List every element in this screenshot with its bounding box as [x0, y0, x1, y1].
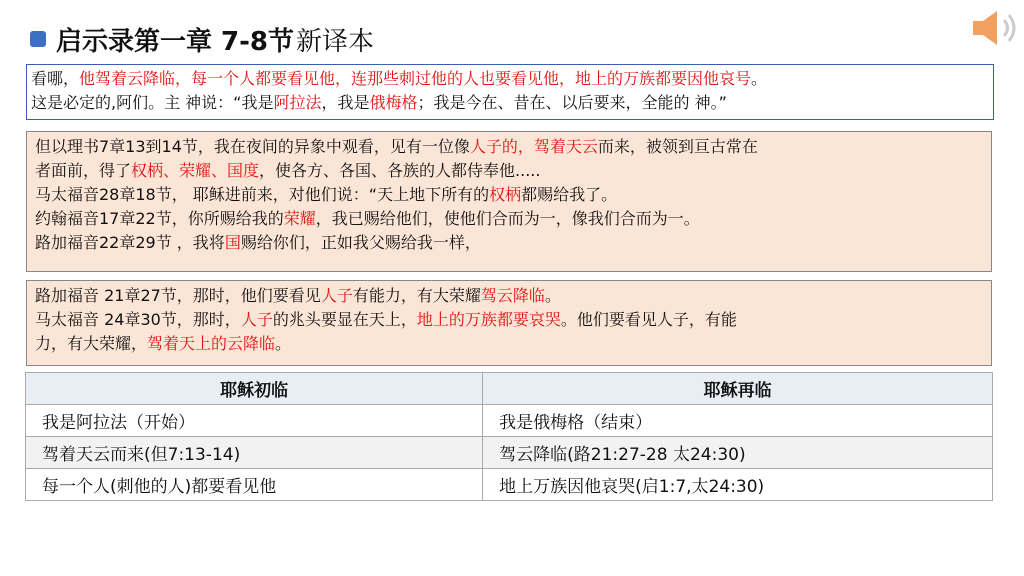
- verse-line: [35, 284, 983, 308]
- table-row: [26, 469, 993, 501]
- second-coming-references-box: [26, 280, 992, 366]
- table-cell: 地上万族因他哀哭(启1:7,太24:30): [483, 469, 993, 501]
- highlight-text: 地上的万族都要哀哭: [416, 310, 561, 329]
- text-segment: ，我已赐给他们，使他们合而为一，像我们合而为一。: [315, 209, 700, 228]
- table-cell: 驾着天云而来(但7:13-14): [26, 437, 483, 469]
- highlight-text: 阿拉法: [273, 93, 322, 112]
- highlight-text: 驾云降临: [480, 286, 545, 305]
- text-segment: 但以理书7章13到14节，我在夜间的异象中观看，见有一位像: [35, 137, 470, 156]
- header-second-coming: 耶稣再临: [483, 373, 993, 405]
- text-segment: 。: [275, 334, 292, 353]
- verse-line: [35, 308, 983, 332]
- revelation-verse-box: [26, 64, 994, 120]
- verse-line: [35, 207, 983, 231]
- title-suffix: 新译本: [296, 26, 375, 57]
- text-segment: 路加福音 21章27节，那时，他们要看见: [35, 286, 321, 305]
- highlight-text: 国: [224, 233, 241, 252]
- highlight-text: 他驾着云降临，每一个人都要看见他，连那些刺过他的人也要看见他，地上的万族都要因他哀号: [79, 69, 752, 88]
- text-segment: 马太福音 24章30节，那时，: [35, 310, 241, 329]
- speaker-icon[interactable]: [968, 6, 1020, 50]
- text-segment: 。: [751, 69, 768, 88]
- table-cell: 驾云降临(路21:27-28 太24:30): [483, 437, 993, 469]
- text-segment: 赐给你们，正如我父赐给我一样，: [240, 233, 481, 252]
- header-first-coming: 耶稣初临: [26, 373, 483, 405]
- verse-line: [35, 231, 983, 255]
- text-segment: 有能力，有大荣耀: [352, 286, 481, 305]
- text-segment: 这是必定的,阿们。主 神说：“我是: [31, 93, 274, 112]
- text-segment: 看哪，: [31, 69, 80, 88]
- slide-title: [30, 22, 374, 56]
- text-segment: 路加福音22章29节 ，我将: [35, 233, 225, 252]
- verse-line: [35, 159, 983, 183]
- highlight-text: 人子: [320, 286, 353, 305]
- verse-line: [35, 332, 983, 356]
- text-segment: 力，有大荣耀，: [35, 334, 148, 353]
- text-segment: 都赐给我了。: [521, 185, 618, 204]
- highlight-text: 荣耀: [283, 209, 316, 228]
- highlight-text: 人子的，驾着天云: [469, 137, 598, 156]
- text-segment: 约翰福音17章22节，你所赐给我的: [35, 209, 284, 228]
- title-bullet-icon: [30, 31, 46, 47]
- text-segment: ；我是今在、昔在、以后要来，全能的 神。”: [417, 93, 727, 112]
- text-segment: 。他们要看见人子，有能: [560, 310, 737, 329]
- text-segment: ，使各方、各国、各族的人都侍奉他.....: [259, 161, 541, 180]
- text-segment: 者面前，得了: [35, 161, 132, 180]
- table-row: [26, 437, 993, 469]
- table-row: [26, 405, 993, 437]
- table-cell: 每一个人(刺他的人)都要看见他: [26, 469, 483, 501]
- highlight-text: 权柄、荣耀、国度: [131, 161, 260, 180]
- title-main: 启示录第一章 7-8节: [56, 26, 295, 57]
- highlight-text: 人子: [240, 310, 273, 329]
- highlight-text: 驾着天上的云降临: [147, 334, 276, 353]
- highlight-text: 权柄: [489, 185, 522, 204]
- comparison-table: [25, 372, 993, 501]
- verse-line: [31, 67, 989, 91]
- text-segment: 的兆头要显在天上，: [272, 310, 417, 329]
- table-header-row: [26, 373, 993, 405]
- verse-line: [31, 91, 989, 115]
- text-segment: 马太福音28章18节， 耶稣进前来，对他们说：“天上地下所有的: [35, 185, 490, 204]
- table-cell: 我是俄梅格（结束）: [483, 405, 993, 437]
- text-segment: 而来，被领到亘古常在: [597, 137, 758, 156]
- table-cell: 我是阿拉法（开始）: [26, 405, 483, 437]
- verse-line: [35, 135, 983, 159]
- first-coming-references-box: [26, 131, 992, 272]
- text-segment: ，我是: [321, 93, 370, 112]
- text-segment: 。: [544, 286, 561, 305]
- highlight-text: 俄梅格: [369, 93, 418, 112]
- verse-line: [35, 183, 983, 207]
